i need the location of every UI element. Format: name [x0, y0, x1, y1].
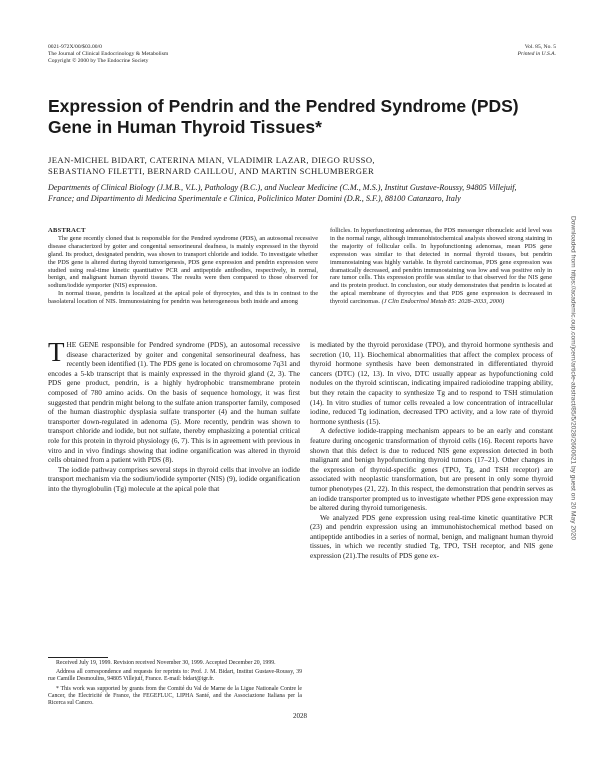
intro-paragraph-1: HE GENE responsible for Pendred syndrome (PDS), an autosomal recessive disease characterized by goiter and congenital sensorineural deafness, has recently been identified (1). The PDS gene is located on chromosome 7q31 and encodes a 5-kb transcript that is mainly expressed in the thyroid gland (2, 3). The PDS gene product, pendrin, is a highly hydrophobic transmembrane protein composed of 780 amino acids. On the basis of sequence homology, it was first suggested that pendrin might belong to the sulfate anion transporter family, composed of the human diastrophic dysplasia sulfate transporter (4) and the human sulfate transporter down-regulated in adenoma (5). More recently, pendrin was shown to transport chloride and iodide, but not sulfate, thereby emphasizing a potential critical role for this protein in thyroid physiology (6, 7). This is in agreement with previous in vitro and in vivo findings showing that iodine organification was altered in thyroid cells obtained from a patient with PDS (8).: [48, 340, 300, 465]
author-line-1: JEAN-MICHEL BIDART, CATERINA MIAN, VLADIMIR LAZAR, DIEGO RUSSO,: [48, 155, 375, 165]
header-journal: The Journal of Clinical Endocrinology & Metabolism: [48, 51, 169, 57]
author-line-2: SEBASTIANO FILETTI, BERNARD CAILLOU, AND MARTIN SCHLUMBERGER: [48, 166, 375, 176]
page-number: 2028: [293, 712, 307, 720]
abstract-citation: (J Clin Endocrinol Metab 85: 2028–2033, 2000): [381, 298, 505, 306]
abstract-heading: ABSTRACT: [48, 227, 86, 234]
footnote-received: Received July 19, 1999. Revision received November 30, 1999. Accepted December 20, 1999.: [56, 660, 276, 666]
footnote-rule: [48, 657, 108, 658]
body-column-left: [48, 337, 300, 494]
drop-cap: T: [48, 337, 65, 367]
abstract-continuation: follicles. In hyperfunctioning adenomas, the PDS messenger ribonucleic acid level was in the normal range, although immunohistochemical analysis showed strong staining in the majority of follicular cells. In hypofunctioning adenomas, mean PDS gene expression was similar to that detected in normal thyroid tissues, but pendrin immunostaining was highly variable. In thyroid carcinomas, PDS gene expression was dramatically decreased, and pendrin immunostaining was low and was positive only in rare tumor cells. This expression profile was similar to that observed for the NIS gene and its protein product. In conclusion, our study demonstrates that pendrin is located at the apical membrane of thyrocytes and that PDS gene expression is decreased in thyroid carcinomas.: [330, 227, 552, 306]
intro-paragraph-5: We analyzed PDS gene expression using real-time kinetic quantitative PCR (23) and pendrin expression using an immunohistochemical method based on antipeptide antibodies in a series of normal, benign, and malignant human thyroid tissues, in which we recently studied Tg, TPO, TSH receptor, and NIS gene expression (21).The results of PDS gene ex-: [310, 512, 553, 561]
journal-header-left: [48, 44, 168, 65]
affiliation: Departments of Clinical Biology (J.M.B., V.L.), Pathology (B.C.), and Nuclear Medicine (C.M., M.S.), Institut Gustave-Roussy, 94805 Villejuif, France; and Dipartimento di Medicina Sperimentale e Clinica, Policlinico Mater Domini (D.R., S.F.), 88100 Catanzaro, Italy: [48, 183, 517, 203]
author-list: [48, 155, 508, 177]
article-title: Expression of Pendrin and the Pendred Syndrome (PDS) Gene in Human Thyroid Tissues*: [48, 96, 519, 137]
intro-paragraph-3: is mediated by the thyroid peroxidase (TPO), and thyroid hormone synthesis and secretion (10, 11). Biochemical abnormalities that affect the complex process of thyroid hormone synthesis have been demonstrated in differentiated thyroid cancers (DTC) (12, 13). In vivo, DTC usually appear as hypofunctioning cold nodules on the thyroid scintiscan, indicating impaired radioiodine trapping ability, but they retain the capacity to synthesize Tg and to respond to TSH stimulation (14). In vitro studies of tumor cells revealed a low concentration of intracellular iodine, reduced Tg iodination, decreased TPO activity, and a low rate of thyroid hormone synthesis (15).: [310, 340, 553, 426]
abstract-left: [48, 227, 318, 306]
abstract-paragraph-2: In normal tissue, pendrin is localized at the apical pole of thyrocytes, and this is in contrast to the basolateral location of NIS. Immunostaining for pendrin was heterogeneous both inside and among: [48, 290, 318, 306]
header-printed: Printed in U.S.A.: [517, 51, 556, 57]
footnote-support: * This work was supported by grants from the Comité du Val de Marne de la Ligue Nationale Contre le Cancer, the Electricité de France, the FEGEFLUC, LIPHA Santé, and the Associazione Italiana per la Ricerca sul Cancro.: [48, 685, 302, 707]
header-volume: Vol. 85, No. 5: [524, 44, 556, 50]
body-column-right: [310, 340, 553, 561]
footnotes: [48, 660, 302, 709]
footnote-address: Address all correspondence and requests for reprints to: Prof. J. M. Bidart, Institut Gustave-Roussy, 39 rue Camille Desmoulins, 94805 Villejuif, France. E-mail: bidart@igr.fr.: [48, 669, 302, 683]
download-watermark-text: Downloaded from https://academic.oup.com/jcem/article-abstract/85/5/2028/2660621 by guest on 20 May 2020: [569, 215, 577, 541]
intro-paragraph-2: The iodide pathway comprises several steps in thyroid cells that involve an iodide transport mechanism via the sodium/iodide symporter (NIS) (9), iodide organification into the thyroglobulin (Tg) molecule at the apical pole that: [48, 464, 300, 493]
abstract-right: [330, 227, 552, 306]
header-issn: 0021-972X/00/$03.00/0: [48, 44, 102, 50]
abstract-paragraph-1: The gene recently cloned that is responsible for the Pendred syndrome (PDS), an autosomal recessive disease characterized by goiter and congenital sensorineural deafness, is mainly expressed in the thyroid gland. Its product, designated pendrin, was shown to transport chloride and iodide. To investigate whether the PDS gene is altered during thyroid tumorigenesis, PDS gene expression and pendrin expression were studied using real-time kinetic quantitative PCR and antipeptide antibodies, respectively, in normal, benign, and malignant human thyroid tissues. The results were then compared to those observed for sodium/iodide symporter (NIS) expression.: [48, 234, 318, 290]
journal-header-right: [518, 44, 556, 58]
intro-paragraph-4: A defective iodide-trapping mechanism appears to be an early and constant feature during oncogenic transformation of thyroid cells (16). Recent reports have shown that this defect is due to reduced NIS gene expression detected in both malignant and benign hypofunctioning thyroid tumors (17–21). Other changes in the expression of thyroid-specific genes (TPO, Tg, and TSH receptor) are associated with neoplastic transformation, but are present in only some thyroid tumor phenotypes (21, 22). In this respect, the demonstration that pendrin serves as an iodide transporter prompted us to investigate whether PDS gene expression may be altered during thyroid tumorigenesis.: [310, 426, 553, 513]
header-copyright: Copyright © 2000 by The Endocrine Society: [48, 58, 149, 64]
